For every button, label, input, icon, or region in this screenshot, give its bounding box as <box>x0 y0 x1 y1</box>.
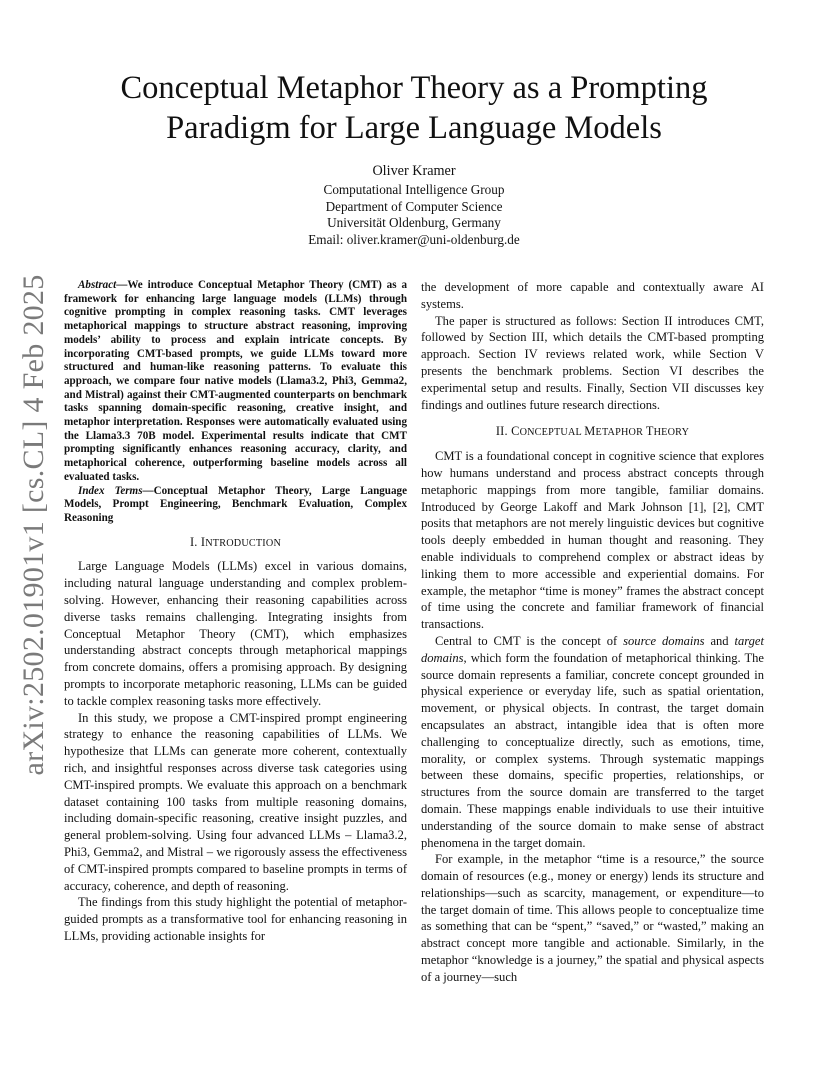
paper-title <box>60 68 768 148</box>
arxiv-id-text: arXiv:2502.01901v1 [cs.CL] 4 Feb 2025 <box>17 274 50 776</box>
arxiv-watermark <box>10 274 58 776</box>
intro-paragraph-2: In this study, we propose a CMT-inspired prompt engineering strategy to enhance the reasoning capabilities of LLMs. We hypothesize that LLMs can generate more coherent, contextually rich, and insightful responses across diverse task categories using CMT-inspired prompts. We evaluate this approach on a benchmark dataset containing 100 tasks from multiple reasoning domains, including domain-specific reasoning, creative insight puzzles, and general problem-solving. Using four advanced LLMs – Llama3.2, Phi3, Gemma2, and Mistral – we rigorously assess the effectiveness of CMT-inspired prompts compared to baseline prompts in terms of accuracy, coherence, and depth of reasoning. <box>64 710 407 893</box>
section-smallcaps: HEORY <box>653 427 690 439</box>
abstract-block <box>64 279 407 526</box>
author-name: Oliver Kramer <box>372 163 456 179</box>
emphasis-target-domains: target domains <box>421 633 764 665</box>
intro-paragraph-3: The findings from this study highlight the potential of metaphor-guided prompts as a transformative tool for enhancing reasoning in LLMs, providing actionable insights for <box>64 895 407 943</box>
abstract-label: Abstract <box>78 279 117 291</box>
affiliation-department: Department of Computer Science <box>325 198 503 214</box>
index-terms-paragraph <box>64 485 407 526</box>
left-column <box>64 279 407 945</box>
author-email: Email: oliver.kramer@uni-oldenburg.de <box>308 232 520 248</box>
section-initial: I <box>200 534 206 549</box>
cmt-paragraph-1: CMT is a foundational concept in cognitive science that explores how humans understand and process abstract concepts through metaphoric mappings from more tangible, familiar domains. Introduced by George Lakoff and Mark Johnson [1], [2], CMT posits that metaphors are not merely linguistic devices but cognitive tools deeply embedded in human thought and reasoning. They enable individuals to comprehend complex or abstract ideas by linking them to more accessible and experiential domains. For example, the metaphor “time is money” frames the abstract concept of time using the concrete and familiar framework of financial transactions. <box>421 449 764 632</box>
section-number: I. <box>189 534 201 549</box>
section-initial: M <box>584 424 596 439</box>
cmt-paragraph-3: For example, in the metaphor “time is a resource,” the source domain of resources (e.g., money or energy) lends its structure and relationships—such as scarcity, management, or expenditure—to the target domain of time. This allows people to conceptualize time as something that can be “spent,” “saved,” or “wasted,” making an abstract concept more tangible and actionable. Similarly, in the metaphor “knowledge is a journey,” the spatial and physical aspects of a journey—such <box>421 852 764 984</box>
section-smallcaps: ETAPHOR <box>595 427 646 439</box>
text-run: , which form the foundation of metaphorical thinking. The source domain represents a familiar, concrete concept grounded in physical experience or everyday life, such as spatial orientation, movement, or physical objects. In contrast, the target domain encapsulates an abstract, intangible idea that is often more challenging to conceptualize directly, such as emotions, time, morality, or complex systems. Through systematic mappings between these domains, specific properties, relationships, or structures from the source domain are transferred to the target domain. These mappings enable individuals to use their intuitive understanding of the source domain to make sense of abstract phenomena in the target domain. <box>421 650 764 850</box>
affiliation-university: Universität Oldenburg, Germany <box>327 215 501 231</box>
cmt-paragraph-2 <box>421 633 764 851</box>
section-heading-cmt <box>421 423 764 442</box>
section-smallcaps: NTRODUCTION <box>205 537 282 549</box>
intro-paragraph-1: Large Language Models (LLMs) excel in various domains, including natural language understanding and complex problem-solving. However, enhancing their reasoning capabilities across diverse tasks remains challenging. Integrating insights from Conceptual Metaphor Theory (CMT), which emphasizes understanding abstract concepts through metaphorical mappings from concrete domains, offers a promising approach. By designing prompts to incorporate metaphoric reasoning, LLMs can be guided to tackle complex reasoning tasks more effectively. <box>64 559 407 708</box>
text-run: Central to CMT is the concept of <box>435 633 624 648</box>
intro-continuation: the development of more capable and contextually aware AI systems. <box>421 280 764 311</box>
abstract-paragraph <box>64 279 407 485</box>
section-initial: C <box>511 424 520 439</box>
right-column <box>421 279 764 986</box>
section-smallcaps: ONCEPTUAL <box>519 427 585 439</box>
title-line-2: Paradigm for Large Language Models <box>166 110 662 146</box>
affiliation-group: Computational Intelligence Group <box>323 181 505 197</box>
section-number: II. <box>495 424 512 439</box>
paper-structure-paragraph: The paper is structured as follows: Section II introduces CMT, followed by Section III, which details the CMT-based prompting approach. Section IV reviews related work, while Section V presents the benchmark problems. Section VI describes the experimental setup and results. Finally, Section VII discusses key findings and outlines future research directions. <box>421 313 764 412</box>
emphasis-source-domains: source domains <box>623 633 705 648</box>
section-heading-introduction <box>64 534 407 553</box>
abstract-text: —We introduce Conceptual Metaphor Theory (CMT) as a framework for enhancing large language models (LLMs) through cognitive prompting in complex reasoning tasks. CMT leverages metaphorical mappings to structure abstract reasoning, improving models’ ability to process and explain intricate concepts. By incorporating CMT-based prompts, we guide LLMs toward more structured and human-like reasoning patterns. To evaluate this approach, we compare four native models (Llama3.2, Phi3, Gemma2, and Mistral) against their CMT-augmented counterparts on benchmark tasks spanning domain-specific reasoning, creative insight, and metaphor interpretation. Responses were automatically evaluated using the Llama3.3 70B model. Experimental results indicate that CMT prompting significantly enhances reasoning accuracy, clarity, and metaphorical coherence, outperforming baseline models across all evaluated tasks. <box>64 279 407 483</box>
section-initial: T <box>645 424 654 439</box>
index-terms-text: —Conceptual Metaphor Theory, Large Language Models, Prompt Engineering, Benchmark Evaluation, Complex Reasoning <box>64 484 407 524</box>
author-block <box>60 163 768 249</box>
index-terms-label: Index Terms <box>78 484 143 497</box>
text-run: and <box>704 633 735 648</box>
title-line-1: Conceptual Metaphor Theory as a Prompting <box>120 70 708 106</box>
